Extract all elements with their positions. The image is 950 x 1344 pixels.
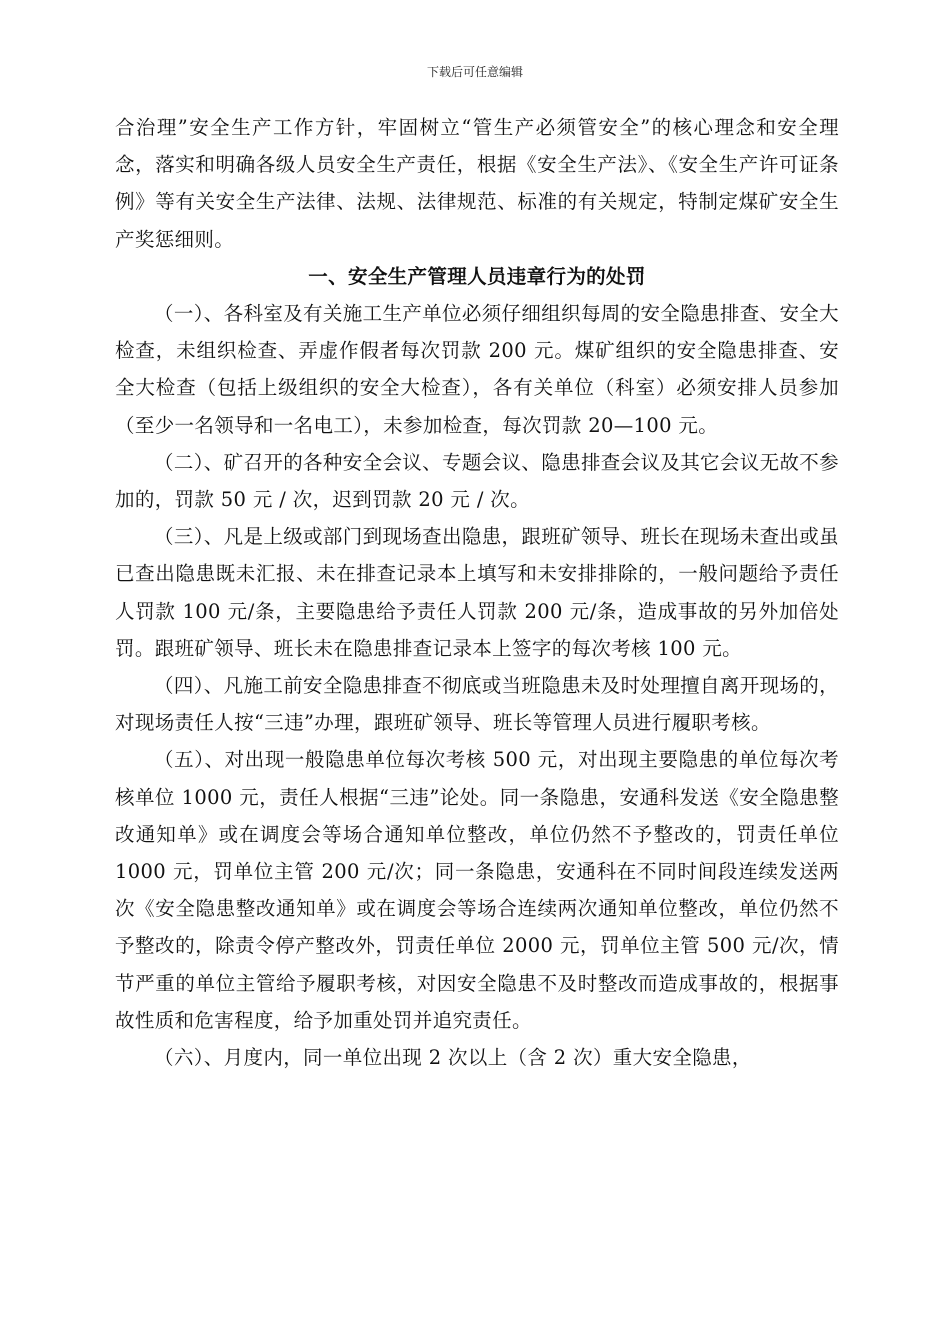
clause-paragraph-6: （六）、月度内，同一单位出现 2 次以上（含 2 次）重大安全隐患， <box>154 1046 752 1070</box>
clause-paragraph-1: （一）、各科室及有关施工生产单位必须仔细组织每周的安全隐患排查、安全大检查，未组织检查、弄虚作假者每次罚款 200 元。煤矿组织的安全隐患排查、安全大检查（包括上级组织的安全大检查），各有关单位（科室）必须安排人员参加（至少一名领导和一名电工），未参加检查，每次罚款 20—100 元。 <box>115 302 840 437</box>
clause-paragraph-2: （二）、矿召开的各种安全会议、专题会议、隐患排查会议及其它会议无故不参加的，罚款 50 元 / 次，迟到罚款 20 元 / 次。 <box>115 450 840 512</box>
document-body <box>115 109 839 1076</box>
clause-paragraph-5: （五）、对出现一般隐患单位每次考核 500 元，对出现主要隐患的单位每次考核单位 1000 元，责任人根据“三违”论处。同一条隐患，安通科发送《安全隐患整改通知单》或在调度会等场合通知单位整改，单位仍然不予整改的，罚责任单位 1000 元，罚单位主管 200 元/次；同一条隐患，安通科在不同时间段连续发送两次《安全隐患整改通知单》或在调度会等场合连续两次通知单位整改，单位仍然不予整改的，除责令停产整改外，罚责任单位 2000 元，罚单位主管 500 元/次，情节严重的单位主管给予履职考核，对因安全隐患不及时整改而造成事故的，根据事故性质和危害程度，给予加重处罚并追究责任。 <box>115 748 839 1032</box>
clause-paragraph-3: （三）、凡是上级或部门到现场查出隐患，跟班矿领导、班长在现场未查出或虽已查出隐患既未汇报、未在排查记录本上填写和未安排排除的，一般问题给予责任人罚款 100 元/条，主要隐患给予责任人罚款 200 元/条，造成事故的另外加倍处罚。跟班矿领导、班长未在隐患排查记录本上签字的每次考核 100 元。 <box>115 525 840 660</box>
intro-paragraph: 合治理”安全生产工作方针，牢固树立“管生产必须管安全”的核心理念和安全理念，落实和明确各级人员安全生产责任，根据《安全生产法》、《安全生产许可证条例》等有关安全生产法律、法规、法律规范、标准的有关规定，特制定煤矿安全生产奖惩细则。 <box>115 116 839 251</box>
section-heading: 一、安全生产管理人员违章行为的处罚 <box>308 264 646 288</box>
page-header: 下载后可任意编辑 <box>426 65 523 79</box>
clause-paragraph-4: （四）、凡施工前安全隐患排查不彻底或当班隐患未及时处理擅自离开现场的，对现场责任人按“三违”办理，跟班矿领导、班长等管理人员进行履职考核。 <box>115 674 840 735</box>
